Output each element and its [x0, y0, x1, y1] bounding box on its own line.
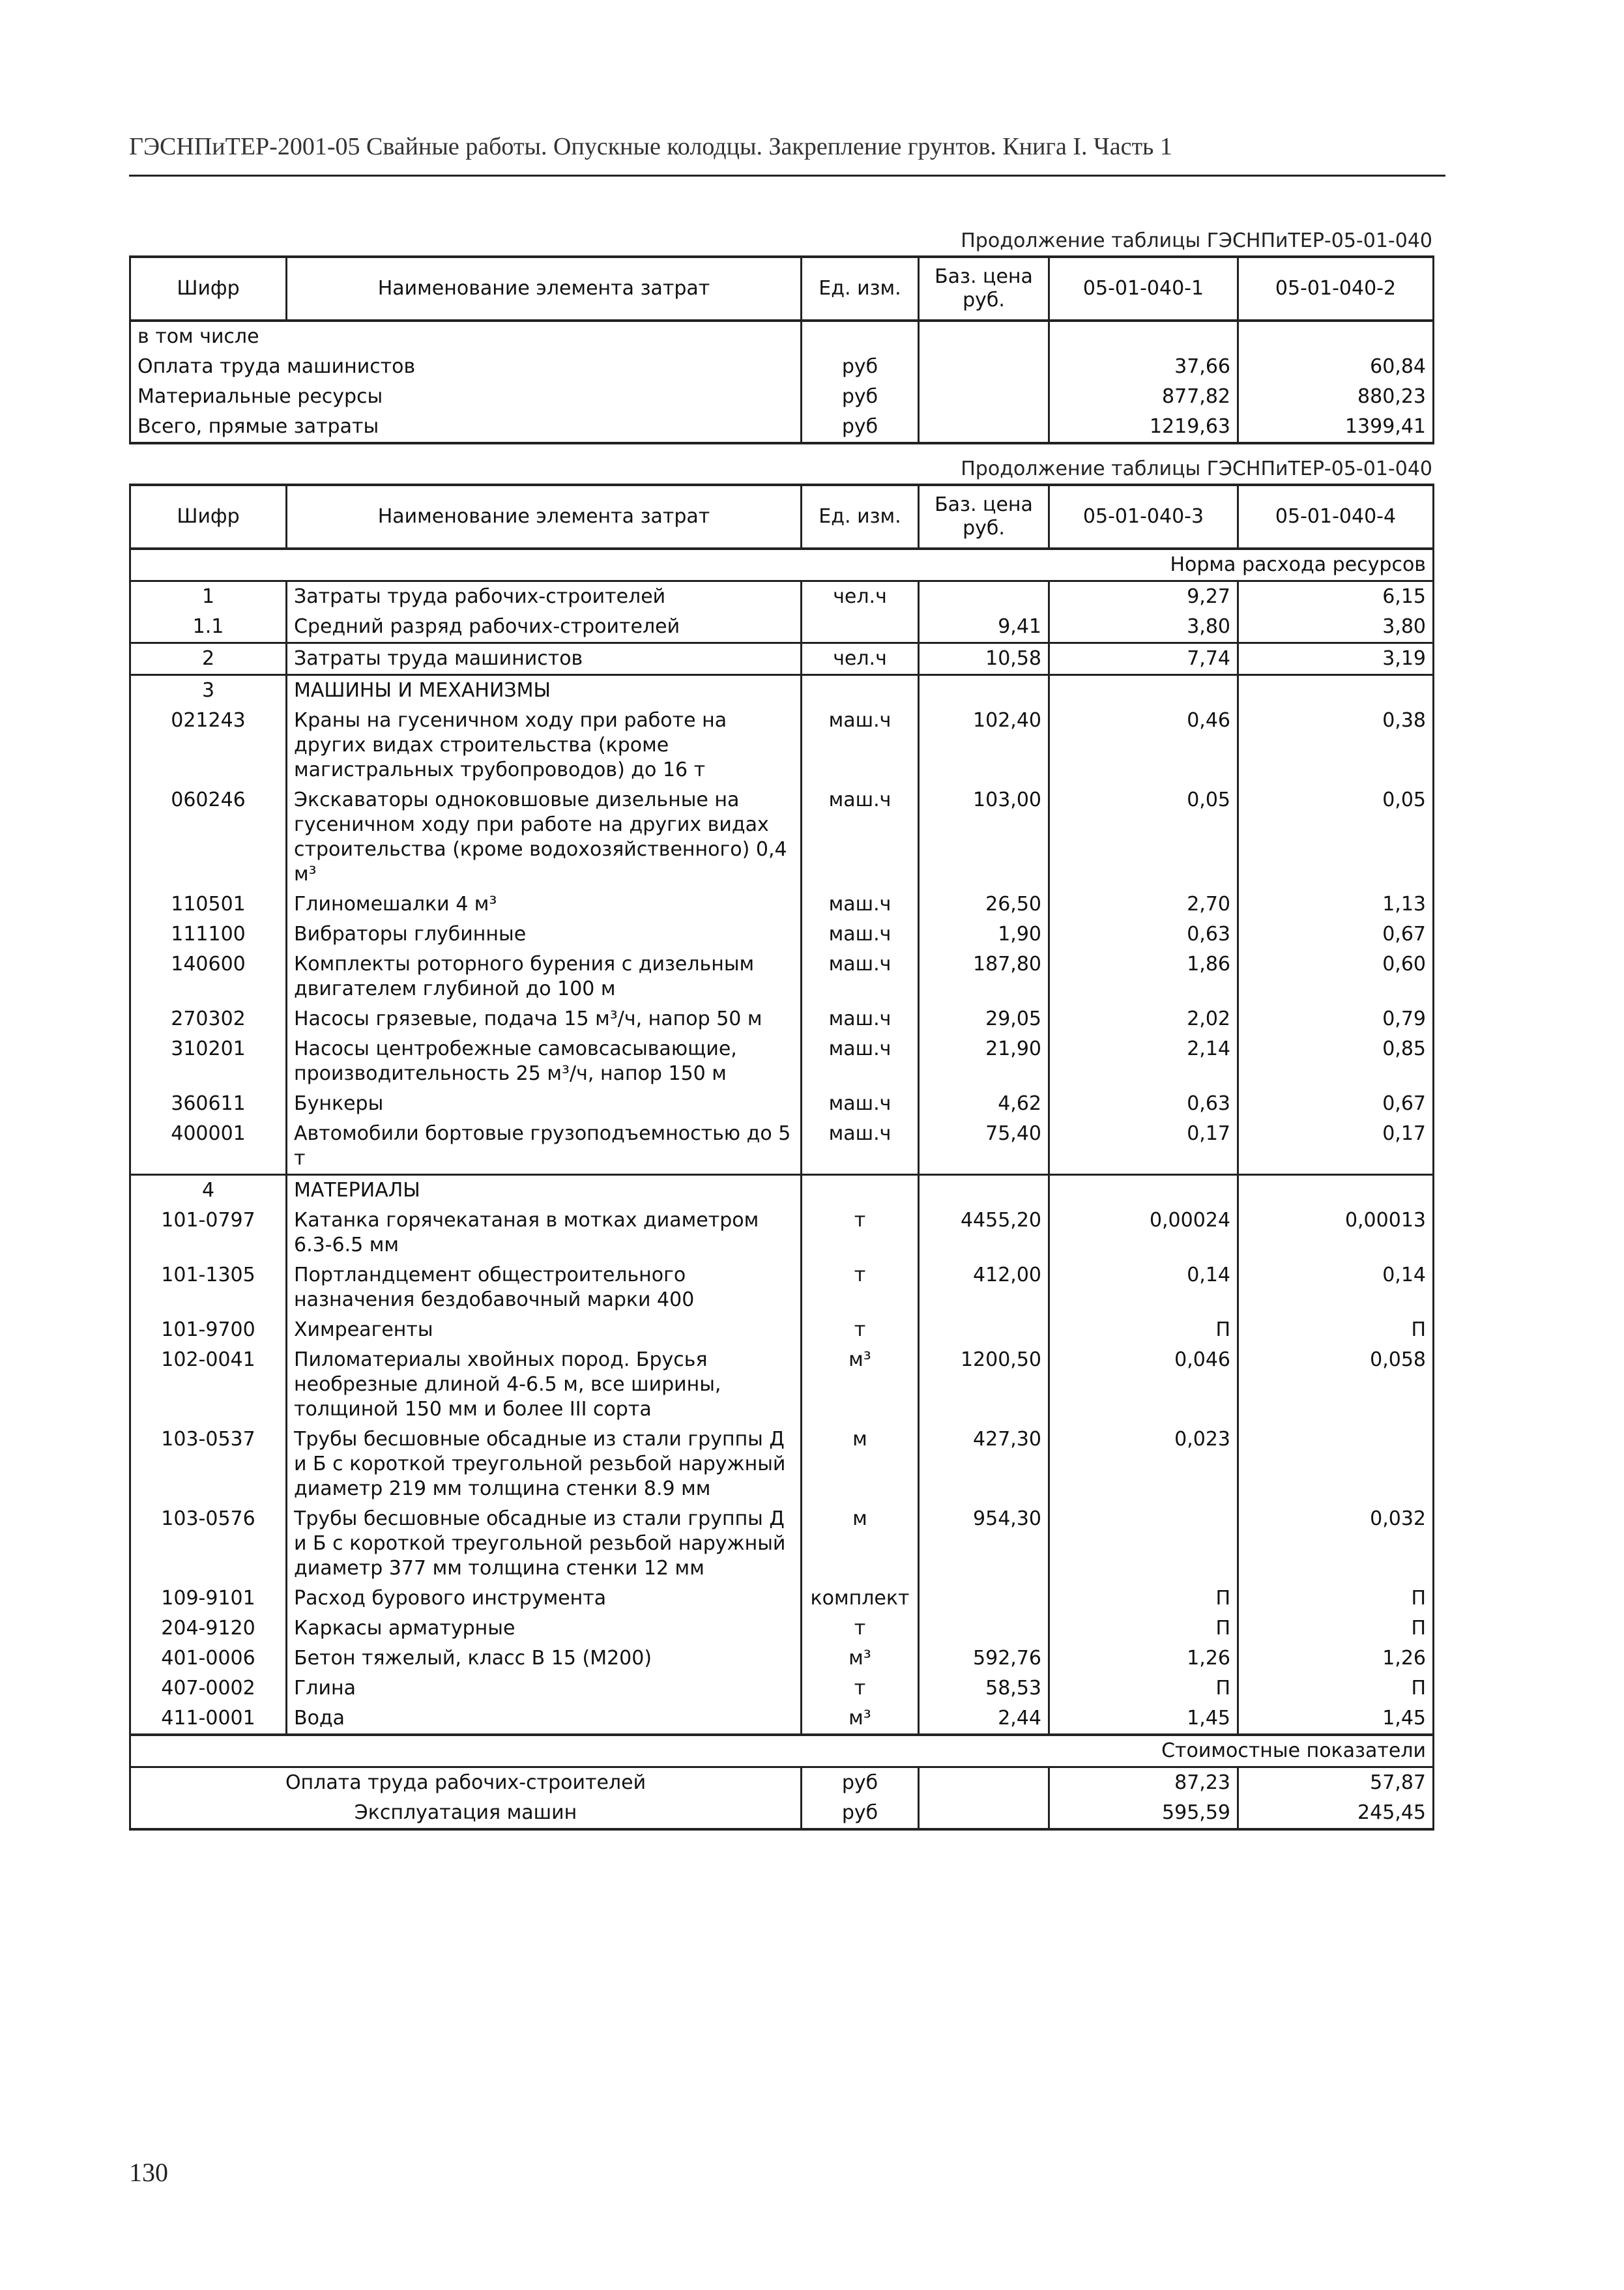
- table-row: [130, 675, 1434, 706]
- row-value-1: 9,27: [1049, 581, 1238, 613]
- table-row: [130, 1345, 1434, 1425]
- row-price: [919, 581, 1049, 613]
- row-value-2: 0,00013: [1238, 1206, 1434, 1260]
- row-value-1: 0,05: [1049, 785, 1238, 890]
- row-price: 29,05: [919, 1004, 1049, 1034]
- row-name: Средний разряд рабочих-строителей: [287, 612, 802, 643]
- cost-table-2: [129, 484, 1434, 1831]
- col-header-variant-3: 05-01-040-3: [1049, 485, 1238, 549]
- table-row: [130, 1206, 1434, 1260]
- row-code: 109-9101: [130, 1584, 287, 1614]
- row-name: МАТЕРИАЛЫ: [287, 1175, 802, 1206]
- summary-price: [919, 1798, 1049, 1829]
- row-unit: т: [802, 1674, 919, 1703]
- table-row: [130, 412, 1434, 443]
- col-header-variant-4: 05-01-040-4: [1238, 485, 1434, 549]
- row-price: [919, 412, 1049, 443]
- header-rule: [129, 175, 1445, 177]
- row-unit: маш.ч: [802, 706, 919, 785]
- table-row: [130, 949, 1434, 1004]
- row-unit: маш.ч: [802, 785, 919, 890]
- row-name: Катанка горячекатаная в мотках диаметром 6.3-6.5 мм: [287, 1206, 802, 1260]
- row-price: 412,00: [919, 1260, 1049, 1315]
- table-row: [130, 1504, 1434, 1584]
- row-name: Расход бурового инструмента: [287, 1584, 802, 1614]
- row-name: Комплекты роторного бурения с дизельным двигателем глубиной до 100 м: [287, 949, 802, 1004]
- row-code: 204-9120: [130, 1614, 287, 1644]
- row-code: 101-9700: [130, 1315, 287, 1345]
- table-row: [130, 1425, 1434, 1504]
- row-unit: м: [802, 1425, 919, 1504]
- row-price: [919, 1614, 1049, 1644]
- row-name: Насосы грязевые, подача 15 м³/ч, напор 50 м: [287, 1004, 802, 1034]
- summary-unit: руб: [802, 1798, 919, 1829]
- row-value-1: 0,46: [1049, 706, 1238, 785]
- col-header-price: Баз. цена руб.: [919, 257, 1049, 321]
- table-row: [130, 1584, 1434, 1614]
- row-value-2: 0,67: [1238, 1089, 1434, 1119]
- row-value-2: 0,17: [1238, 1119, 1434, 1175]
- row-value-2: [1238, 321, 1434, 352]
- row-price: 9,41: [919, 612, 1049, 643]
- summary-name: Оплата труда рабочих-строителей: [130, 1767, 802, 1799]
- cost-section-label: Стоимостные показатели: [130, 1735, 1434, 1767]
- row-price: 954,30: [919, 1504, 1049, 1584]
- row-price: [919, 321, 1049, 352]
- row-value-1: 3,80: [1049, 612, 1238, 643]
- cost-section-row: [130, 1735, 1434, 1767]
- row-value-2: 3,19: [1238, 643, 1434, 675]
- row-code: 407-0002: [130, 1674, 287, 1703]
- row-price: 75,40: [919, 1119, 1049, 1175]
- row-value-2: 1,26: [1238, 1644, 1434, 1674]
- table-row: [130, 1004, 1434, 1034]
- row-code: 310201: [130, 1034, 287, 1089]
- row-code: 360611: [130, 1089, 287, 1119]
- table-row: [130, 1703, 1434, 1735]
- summary-value-2: 245,45: [1238, 1798, 1434, 1829]
- row-name: Затраты труда машинистов: [287, 643, 802, 675]
- row-value-2: [1238, 1425, 1434, 1504]
- row-value-2: 0,67: [1238, 920, 1434, 949]
- summary-value-2: 57,87: [1238, 1767, 1434, 1799]
- col-header-name: Наименование элемента затрат: [287, 257, 802, 321]
- row-value-1: [1049, 1504, 1238, 1584]
- row-price: 4455,20: [919, 1206, 1049, 1260]
- row-price: 4,62: [919, 1089, 1049, 1119]
- row-code: 1: [130, 581, 287, 613]
- row-code: 103-0576: [130, 1504, 287, 1584]
- table-row: [130, 1644, 1434, 1674]
- row-value-2: 1,45: [1238, 1703, 1434, 1735]
- row-unit: маш.ч: [802, 949, 919, 1004]
- row-unit: маш.ч: [802, 1119, 919, 1175]
- row-value-2: 60,84: [1238, 352, 1434, 382]
- row-value-2: 880,23: [1238, 382, 1434, 412]
- row-value-1: 1,45: [1049, 1703, 1238, 1735]
- row-price: [919, 352, 1049, 382]
- table-row: [130, 581, 1434, 613]
- row-code: 2: [130, 643, 287, 675]
- row-value-1: 0,63: [1049, 1089, 1238, 1119]
- row-name: Материальные ресурсы: [130, 382, 802, 412]
- row-value-1: 0,14: [1049, 1260, 1238, 1315]
- row-value-1: 0,17: [1049, 1119, 1238, 1175]
- row-value-1: 1219,63: [1049, 412, 1238, 443]
- row-name: в том числе: [130, 321, 802, 352]
- row-name: Химреагенты: [287, 1315, 802, 1345]
- row-value-2: 0,05: [1238, 785, 1434, 890]
- row-value-1: 0,023: [1049, 1425, 1238, 1504]
- table-row: [130, 1674, 1434, 1703]
- row-unit: руб: [802, 382, 919, 412]
- col-header-variant-1: 05-01-040-1: [1049, 257, 1238, 321]
- row-value-2: 0,38: [1238, 706, 1434, 785]
- summary-row: [130, 1798, 1434, 1829]
- table-row: [130, 612, 1434, 643]
- row-unit: т: [802, 1315, 919, 1345]
- row-unit: [802, 612, 919, 643]
- row-unit: комплект: [802, 1584, 919, 1614]
- row-code: 411-0001: [130, 1703, 287, 1735]
- row-value-1: П: [1049, 1674, 1238, 1703]
- row-value-1: 1,26: [1049, 1644, 1238, 1674]
- col-header-code: Шифр: [130, 485, 287, 549]
- row-unit: [802, 675, 919, 706]
- row-code: 103-0537: [130, 1425, 287, 1504]
- row-value-2: 0,058: [1238, 1345, 1434, 1425]
- row-value-1: 2,70: [1049, 890, 1238, 920]
- row-unit: [802, 1175, 919, 1206]
- row-name: Глиномешалки 4 м³: [287, 890, 802, 920]
- row-unit: м³: [802, 1345, 919, 1425]
- row-value-1: 37,66: [1049, 352, 1238, 382]
- row-code: 101-1305: [130, 1260, 287, 1315]
- row-name: Бетон тяжелый, класс В 15 (М200): [287, 1644, 802, 1674]
- row-value-1: 2,02: [1049, 1004, 1238, 1034]
- row-name: Всего, прямые затраты: [130, 412, 802, 443]
- summary-value-1: 87,23: [1049, 1767, 1238, 1799]
- row-price: 427,30: [919, 1425, 1049, 1504]
- row-unit: маш.ч: [802, 920, 919, 949]
- row-unit: м³: [802, 1644, 919, 1674]
- col-header-unit: Ед. изм.: [802, 257, 919, 321]
- row-value-1: 877,82: [1049, 382, 1238, 412]
- row-name: Пиломатериалы хвойных пород. Брусья необрезные длиной 4-6.5 м, все ширины, толщиной 150 мм и более III сорта: [287, 1345, 802, 1425]
- row-code: 270302: [130, 1004, 287, 1034]
- row-price: 102,40: [919, 706, 1049, 785]
- table-row: [130, 382, 1434, 412]
- row-name: Краны на гусеничном ходу при работе на других видах строительства (кроме магистральных трубопроводов) до 16 т: [287, 706, 802, 785]
- row-unit: чел.ч: [802, 581, 919, 613]
- row-name: МАШИНЫ И МЕХАНИЗМЫ: [287, 675, 802, 706]
- table-row: [130, 785, 1434, 890]
- row-value-1: 2,14: [1049, 1034, 1238, 1089]
- row-code: 140600: [130, 949, 287, 1004]
- row-name: Трубы бесшовные обсадные из стали группы Д и Б с короткой треугольной резьбой наружный диаметр 219 мм толщина стенки 8.9 мм: [287, 1425, 802, 1504]
- row-value-1: П: [1049, 1315, 1238, 1345]
- row-value-2: 3,80: [1238, 612, 1434, 643]
- row-value-2: П: [1238, 1614, 1434, 1644]
- row-code: 060246: [130, 785, 287, 890]
- row-code: 111100: [130, 920, 287, 949]
- row-value-2: 1399,41: [1238, 412, 1434, 443]
- table-row: [130, 1034, 1434, 1089]
- table-row: [130, 352, 1434, 382]
- row-price: [919, 1175, 1049, 1206]
- row-value-2: П: [1238, 1584, 1434, 1614]
- row-name: Глина: [287, 1674, 802, 1703]
- row-price: 1,90: [919, 920, 1049, 949]
- row-code: 021243: [130, 706, 287, 785]
- row-price: [919, 382, 1049, 412]
- row-value-1: 0,63: [1049, 920, 1238, 949]
- table-row: [130, 1119, 1434, 1175]
- row-name: Портландцемент общестроительного назначения бездобавочный марки 400: [287, 1260, 802, 1315]
- row-value-1: П: [1049, 1614, 1238, 1644]
- row-unit: [802, 321, 919, 352]
- cost-table-1: [129, 255, 1434, 444]
- row-code: 1.1: [130, 612, 287, 643]
- table1-continuation-caption: Продолжение таблицы ГЭСНПиТЕР-05-01-040: [961, 229, 1432, 252]
- table-row: [130, 1089, 1434, 1119]
- row-unit: руб: [802, 352, 919, 382]
- table-row: [130, 920, 1434, 949]
- row-code: 102-0041: [130, 1345, 287, 1425]
- table-row: [130, 890, 1434, 920]
- row-name: Вода: [287, 1703, 802, 1735]
- row-price: 10,58: [919, 643, 1049, 675]
- row-value-2: 1,13: [1238, 890, 1434, 920]
- row-unit: руб: [802, 412, 919, 443]
- row-price: 26,50: [919, 890, 1049, 920]
- row-value-2: П: [1238, 1315, 1434, 1345]
- row-value-1: 0,00024: [1049, 1206, 1238, 1260]
- row-price: 187,80: [919, 949, 1049, 1004]
- row-name: Бункеры: [287, 1089, 802, 1119]
- row-value-2: 0,79: [1238, 1004, 1434, 1034]
- row-name: Экскаваторы одноковшовые дизельные на гусеничном ходу при работе на других видах строительства (кроме водохозяйственного) 0,4 м³: [287, 785, 802, 890]
- row-name: Затраты труда рабочих-строителей: [287, 581, 802, 613]
- summary-price: [919, 1767, 1049, 1799]
- table-row: [130, 321, 1434, 352]
- col-header-unit: Ед. изм.: [802, 485, 919, 549]
- row-value-1: 7,74: [1049, 643, 1238, 675]
- row-value-1: [1049, 321, 1238, 352]
- row-code: 401-0006: [130, 1644, 287, 1674]
- row-unit: маш.ч: [802, 1089, 919, 1119]
- row-price: [919, 1315, 1049, 1345]
- row-name: Трубы бесшовные обсадные из стали группы Д и Б с короткой треугольной резьбой наружный диаметр 377 мм толщина стенки 12 мм: [287, 1504, 802, 1584]
- row-name: Оплата труда машинистов: [130, 352, 802, 382]
- row-code: 4: [130, 1175, 287, 1206]
- row-code: 400001: [130, 1119, 287, 1175]
- row-code: 110501: [130, 890, 287, 920]
- col-header-price: Баз. цена руб.: [919, 485, 1049, 549]
- row-name: Насосы центробежные самовсасывающие, производительность 25 м³/ч, напор 150 м: [287, 1034, 802, 1089]
- table-row: [130, 1260, 1434, 1315]
- summary-unit: руб: [802, 1767, 919, 1799]
- row-unit: м³: [802, 1703, 919, 1735]
- row-price: 21,90: [919, 1034, 1049, 1089]
- row-value-1: П: [1049, 1584, 1238, 1614]
- row-unit: т: [802, 1614, 919, 1644]
- row-unit: т: [802, 1260, 919, 1315]
- col-header-name: Наименование элемента затрат: [287, 485, 802, 549]
- row-name: Вибраторы глубинные: [287, 920, 802, 949]
- row-value-2: [1238, 1175, 1434, 1206]
- row-value-2: 0,85: [1238, 1034, 1434, 1089]
- row-price: [919, 675, 1049, 706]
- row-price: 58,53: [919, 1674, 1049, 1703]
- row-name: Каркасы арматурные: [287, 1614, 802, 1644]
- summary-value-1: 595,59: [1049, 1798, 1238, 1829]
- running-header: ГЭСНПиТЕР-2001-05 Свайные работы. Опускные колодцы. Закрепление грунтов. Книга I. Часть 1: [129, 133, 1172, 160]
- summary-row: [130, 1767, 1434, 1799]
- table-row: [130, 1315, 1434, 1345]
- table-row: [130, 643, 1434, 675]
- table2-continuation-caption: Продолжение таблицы ГЭСНПиТЕР-05-01-040: [961, 457, 1432, 480]
- col-header-variant-2: 05-01-040-2: [1238, 257, 1434, 321]
- table-row: [130, 1175, 1434, 1206]
- row-unit: т: [802, 1206, 919, 1260]
- row-value-1: 1,86: [1049, 949, 1238, 1004]
- row-value-2: 0,032: [1238, 1504, 1434, 1584]
- table-row: [130, 706, 1434, 785]
- norm-section-row: [130, 549, 1434, 581]
- row-price: 103,00: [919, 785, 1049, 890]
- norm-section-label: Норма расхода ресурсов: [130, 549, 1434, 581]
- col-header-code: Шифр: [130, 257, 287, 321]
- row-price: 592,76: [919, 1644, 1049, 1674]
- row-value-1: 0,046: [1049, 1345, 1238, 1425]
- row-unit: маш.ч: [802, 1034, 919, 1089]
- page-number: 130: [129, 2158, 168, 2187]
- summary-name: Эксплуатация машин: [130, 1798, 802, 1829]
- row-price: [919, 1584, 1049, 1614]
- row-value-2: 0,60: [1238, 949, 1434, 1004]
- row-price: 1200,50: [919, 1345, 1049, 1425]
- row-value-2: 6,15: [1238, 581, 1434, 613]
- row-unit: м: [802, 1504, 919, 1584]
- row-value-2: П: [1238, 1674, 1434, 1703]
- row-unit: чел.ч: [802, 643, 919, 675]
- row-unit: маш.ч: [802, 890, 919, 920]
- row-value-1: [1049, 1175, 1238, 1206]
- row-value-2: [1238, 675, 1434, 706]
- row-code: 3: [130, 675, 287, 706]
- row-price: 2,44: [919, 1703, 1049, 1735]
- table-row: [130, 1614, 1434, 1644]
- row-value-1: [1049, 675, 1238, 706]
- row-value-2: 0,14: [1238, 1260, 1434, 1315]
- row-name: Автомобили бортовые грузоподъемностью до 5 т: [287, 1119, 802, 1175]
- row-unit: маш.ч: [802, 1004, 919, 1034]
- row-code: 101-0797: [130, 1206, 287, 1260]
